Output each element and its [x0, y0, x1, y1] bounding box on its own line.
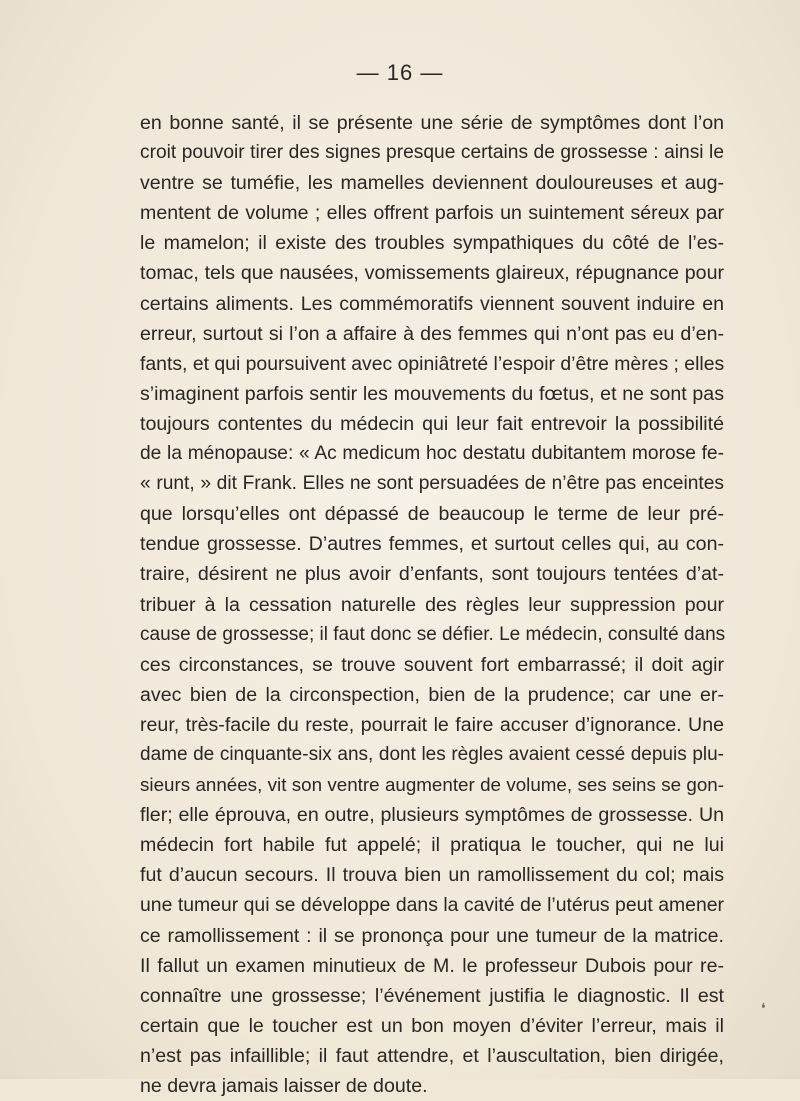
- page-number-header: — 16 —: [356, 60, 444, 85]
- text-line: tribuer à la cessation naturelle des règles leur suppression pour: [140, 593, 724, 616]
- text-line: toujours contentes du médecin qui leur fait entrevoir la possibilité: [140, 412, 724, 435]
- text-line: mentent de volume ; elles offrent parfois un suintement séreux par: [140, 202, 724, 225]
- text-line: certains aliments. Les commémoratifs viennent souvent induire en: [140, 292, 724, 315]
- text-line: sieurs années, vit son ventre augmenter de volume, ses seins se gon-: [140, 774, 724, 796]
- text-line: le mamelon; il existe des troubles sympathiques du côté de l’es-: [140, 232, 724, 255]
- text-line: de la ménopause: « Ac medicum hoc destatu dubitantem morose fe-: [140, 443, 724, 465]
- text-line: tendue grossesse. D’autres femmes, et surtout celles qui, au con-: [140, 533, 724, 556]
- text-line: une tumeur qui se développe dans la cavité de l’utérus peut amener: [140, 894, 724, 917]
- ink-speck: ❛: [761, 1000, 766, 1016]
- text-line: reur, très-facile du reste, pourrait le faire accuser d’ignorance. Une: [140, 713, 724, 736]
- body-text: [0, 108, 800, 1101]
- text-line: fants, et qui poursuivent avec opiniâtreté l’espoir d’être mères ; elles: [140, 352, 725, 375]
- text-line: dame de cinquante-six ans, dont les règles avaient cessé depuis plu-: [140, 743, 724, 765]
- text-line: avec bien de la circonspection, bien de la prudence; car une er-: [140, 683, 724, 706]
- text-line: fler; elle éprouva, en outre, plusieurs symptômes de grossesse. Un: [140, 804, 724, 827]
- text-line: n’est pas infaillible; il faut attendre, et l’auscultation, bien dirigée,: [140, 1044, 724, 1067]
- text-line: « runt, » dit Frank. Elles ne sont persuadées de n’être pas enceintes: [140, 473, 724, 495]
- text-line: connaître une grossesse; l’événement justifia le diagnostic. Il est: [140, 984, 724, 1007]
- text-line: certain que le toucher est un bon moyen d’éviter l’erreur, mais il: [140, 1014, 724, 1037]
- text-line: cause de grossesse; il faut donc se défier. Le médecin, consulté dans: [140, 623, 726, 645]
- text-line: tomac, tels que nausées, vomissements glaireux, répugnance pour: [140, 262, 724, 285]
- text-line: médecin fort habile fut appelé; il pratiqua le toucher, qui ne lui: [140, 834, 724, 857]
- text-line: fut d’aucun secours. Il trouva bien un ramollissement du col; mais: [140, 864, 724, 887]
- text-line: s’imaginent parfois sentir les mouvements du fœtus, et ne sont pas: [140, 382, 724, 405]
- text-line: en bonne santé, il se présente une série de symptômes dont l’on: [140, 112, 724, 134]
- text-line: traire, désirent ne plus avoir d’enfants, sont toujours tentées d’at-: [140, 563, 724, 586]
- text-line: ventre se tuméfie, les mamelles deviennent douloureuses et aug-: [140, 172, 724, 195]
- text-line: que lorsqu’elles ont dépassé de beaucoup le terme de leur pré-: [140, 503, 724, 526]
- text-line: Il fallut un examen minutieux de M. le professeur Dubois pour re-: [140, 954, 724, 977]
- text-line: ce ramollissement : il se prononça pour une tumeur de la matrice.: [140, 924, 724, 947]
- text-line: erreur, surtout si l’on a affaire à des femmes qui n’ont pas eu d’en-: [140, 322, 724, 345]
- text-line: croit pouvoir tirer des signes presque certains de grossesse : ainsi le: [140, 142, 724, 164]
- text-line: ces circonstances, se trouve souvent fort embarrassé; il doit agir: [140, 653, 724, 676]
- text-line: ne devra jamais laisser de doute.: [140, 1075, 428, 1097]
